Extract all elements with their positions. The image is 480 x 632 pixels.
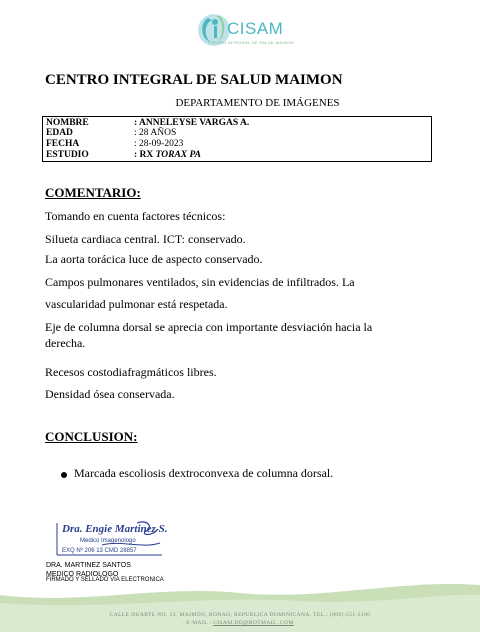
study-label: ESTUDIO	[46, 150, 89, 160]
date-row	[46, 139, 183, 149]
signature-name: DRA. MARTINEZ SANTOS MEDICO RADIOLOGO	[46, 562, 131, 578]
signature-note: FIRMADO Y SELLADO VIA ELECTRONICA	[46, 577, 164, 583]
age-row	[46, 128, 176, 138]
conclusion-heading: CONCLUSION:	[45, 429, 138, 444]
comment-line: Densidad ósea conservada.	[45, 387, 175, 401]
email-link[interactable]: CISAM.DO@HOTMAIL .COM	[213, 620, 294, 626]
comment-heading: COMENTARIO:	[45, 185, 141, 200]
logo-subtitle: CENTRO INTEGRAL DE SALUD MAIMON	[208, 40, 294, 45]
comment-line: Campos pulmonares ventilados, sin evidencias de infiltrados. La	[45, 275, 355, 289]
conclusion-item: Marcada escoliosis dextroconvexa de columna dorsal.	[74, 466, 334, 480]
footer-email: E-MAIL : CISAM.DO@HOTMAIL .COM	[186, 620, 294, 626]
name-value: : ANNELEYSE VARGAS A.	[134, 118, 250, 128]
stamp-role: Medico Imagenologo	[80, 538, 136, 544]
comment-line: vascularidad pulmonar está respetada.	[45, 297, 228, 311]
age-label: EDAD	[46, 128, 73, 138]
age-value: : 28 AÑOS	[134, 128, 177, 138]
study-row	[46, 150, 201, 160]
comment-line: La aorta torácica luce de aspecto conservado.	[45, 252, 263, 266]
stamp-name: Dra. Engie Martinez S.	[62, 523, 168, 535]
department: DEPARTAMENTO DE IMÁGENES	[175, 97, 340, 109]
logo-text: CISAM	[227, 19, 284, 38]
comment-line: Eje de columna dorsal se aprecia con importante desviación hacia la derecha.	[45, 320, 373, 350]
comment-line: Recesos costodiafragmáticos libres.	[45, 365, 217, 379]
stamp-exequatur: EXQ Nº 206 13 CMD 28857	[62, 548, 137, 554]
comment-line: Tomando en cuenta factores técnicos:	[45, 209, 226, 223]
patient-info-box	[42, 116, 432, 162]
bullet-icon	[60, 471, 68, 479]
date-label: FECHA	[46, 139, 80, 149]
study-prefix: : RX	[134, 150, 156, 160]
comment-line: Silueta cardiaca central. ICT: conservado.	[45, 232, 246, 246]
name-label: NOMBRE	[46, 118, 89, 128]
page-title: CENTRO INTEGRAL DE SALUD MAIMON	[45, 72, 343, 88]
study-value: TORAX PA	[155, 150, 201, 160]
name-row	[46, 118, 249, 128]
footer-address: CALLE DUARTE NO. 13, MAIMÓN, BONAO, REPUBLICA DOMINICANA, TEL.: (809)-551-2196	[109, 612, 371, 618]
date-value: : 28-09-2023	[134, 139, 184, 149]
